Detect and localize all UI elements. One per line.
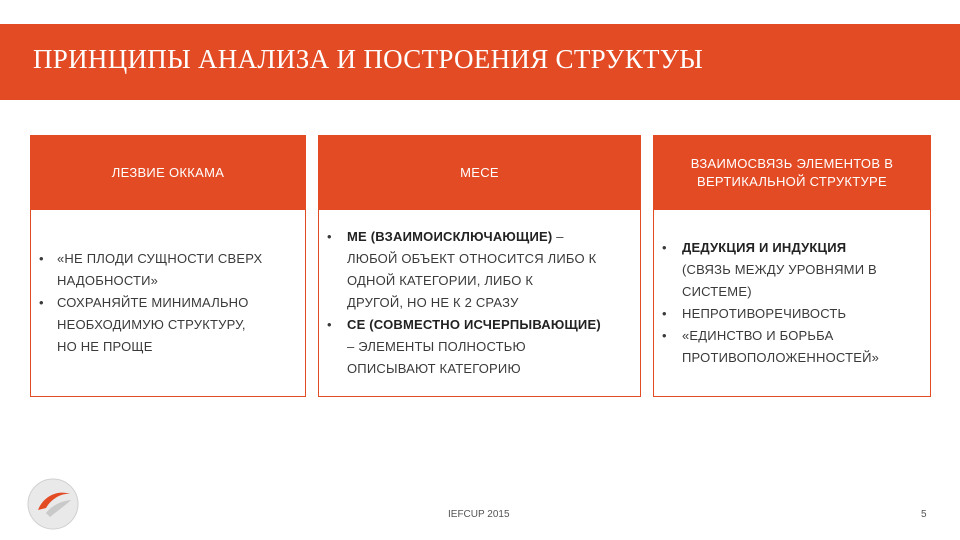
page-number: 5 — [921, 509, 927, 520]
card-vertical-structure-body — [654, 210, 930, 396]
card-vertical-structure-header-line: ВЕРТИКАЛЬНОЙ СТРУКТУРЕ — [696, 174, 887, 189]
list-item-bold: CE (СОВМЕСТНО ИСЧЕРПЫВАЮЩИЕ) — [347, 317, 601, 332]
card-mece-body — [319, 210, 640, 396]
list-item — [654, 303, 879, 325]
list-item-line: ОДНОЙ КАТЕГОРИИ, ЛИБО К — [347, 273, 534, 288]
list-item-line: НЕОБХОДИМУЮ СТРУКТУРУ, — [57, 317, 246, 332]
card-occam-header-line: ЛЕЗВИЕ ОККАМА — [111, 165, 225, 180]
list-item — [31, 248, 262, 292]
list-item-bold: ДЕДУКЦИЯ И ИНДУКЦИЯ — [682, 240, 847, 255]
list-item — [319, 226, 601, 314]
list-item-line: НЕПРОТИВОРЕЧИВОСТЬ — [682, 306, 847, 321]
list-item — [31, 292, 262, 358]
list-item-line: «ЕДИНСТВО И БОРЬБА — [682, 328, 834, 343]
card-occam-header — [31, 136, 305, 210]
slide-title: ПРИНЦИПЫ АНАЛИЗА И ПОСТРОЕНИЯ СТРУКТУЫ — [33, 44, 704, 74]
card-mece — [318, 135, 641, 397]
card-mece-header — [319, 136, 640, 210]
footer-event-label: IEFCUP 2015 — [448, 509, 510, 520]
list-item — [654, 237, 879, 303]
card-vertical-structure — [653, 135, 931, 397]
list-item-line: «НЕ ПЛОДИ СУЩНОСТИ СВЕРХ — [57, 251, 263, 266]
list-item — [319, 314, 601, 380]
card-mece-list — [319, 226, 601, 380]
list-item-line: НАДОБНОСТИ» — [57, 273, 159, 288]
list-item-line: ПРОТИВОПОЛОЖЕННОСТЕЙ» — [682, 350, 880, 365]
list-item-line: СОХРАНЯЙТЕ МИНИМАЛЬНО — [57, 295, 249, 310]
card-occam-list — [31, 248, 262, 358]
list-item-bold: ME (ВЗАИМОИСКЛЮЧАЮЩИЕ) — [347, 229, 553, 244]
card-mece-header-line: MECE — [460, 165, 499, 180]
list-item-line: СИСТЕМЕ) — [682, 284, 752, 299]
card-vertical-structure-header-line: ВЗАИМОСВЯЗЬ ЭЛЕМЕНТОВ В — [690, 156, 894, 171]
swoosh-logo-icon — [26, 477, 80, 531]
list-item-line: ДРУГОЙ, НО НЕ К 2 СРАЗУ — [347, 295, 519, 310]
list-item-line: НО НЕ ПРОЩЕ — [57, 339, 153, 354]
card-vertical-structure-header — [654, 136, 930, 210]
card-vertical-structure-list — [654, 237, 879, 369]
list-item-line: (СВЯЗЬ МЕЖДУ УРОВНЯМИ В — [682, 262, 877, 277]
card-occam-body — [31, 210, 305, 396]
list-item-line: ОПИСЫВАЮТ КАТЕГОРИЮ — [347, 361, 521, 376]
card-occam — [30, 135, 306, 397]
list-item — [654, 325, 879, 369]
list-item-line: – — [552, 229, 564, 244]
list-item-line: ЛЮБОЙ ОБЪЕКТ ОТНОСИТСЯ ЛИБО К — [347, 251, 597, 266]
list-item-line: – ЭЛЕМЕНТЫ ПОЛНОСТЬЮ — [347, 339, 526, 354]
